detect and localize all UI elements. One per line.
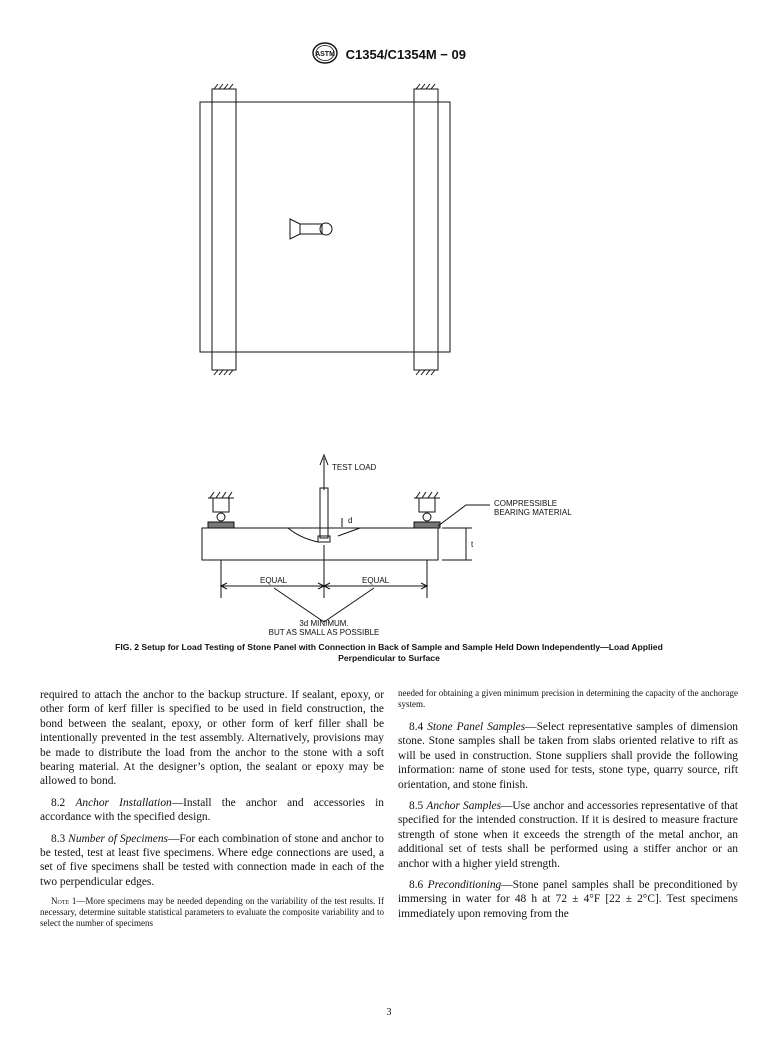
figure-caption-line-2: Perpendicular to Surface <box>338 653 440 663</box>
section-8-2-title: Anchor Installation <box>75 796 172 809</box>
stone-panel-plan <box>200 102 450 352</box>
label-as-small-as-possible: BUT AS SMALL AS POSSIBLE <box>268 628 380 637</box>
hatch-right-top <box>414 84 438 89</box>
kerf-curve <box>288 528 318 542</box>
section-8-2 <box>40 796 384 825</box>
top-view-diagram <box>200 84 450 375</box>
label-equal-right: EQUAL <box>362 576 390 585</box>
section-8-2-number: 8.2 <box>51 796 66 809</box>
label-compressible-2: BEARING MATERIAL <box>494 508 572 517</box>
note-1-text: —More specimens may be needed depending on the variability of the test results. If necessary, determine suitable statistical parameters to evaluate the composite variability and to select the number of specimens <box>40 896 384 929</box>
right-support-bar <box>414 89 438 370</box>
label-d: d <box>348 516 353 525</box>
compressible-leader <box>438 505 490 526</box>
section-8-6-title: Preconditioning <box>427 879 502 892</box>
label-t: t <box>471 540 474 549</box>
section-8-3-number: 8.3 <box>51 832 66 845</box>
min-leader-left <box>274 588 324 622</box>
note-1 <box>40 896 384 929</box>
section-8-6 <box>398 878 738 921</box>
section-8-5-title: Anchor Samples <box>426 800 501 813</box>
section-8-6-number: 8.6 <box>409 879 424 892</box>
left-support-bar <box>212 89 236 370</box>
section-8-5-number: 8.5 <box>409 800 424 813</box>
figure-caption <box>40 642 738 664</box>
page-number: 3 <box>386 1007 392 1018</box>
paragraph-continued: required to attach the anchor to the backup structure. If sealant, epoxy, or other form of kerf filler is specified to be used in field construction, the bond between the sealant, epoxy, or other form of kerf filler shall be intentionally prevented in the test assembly. Alternatively, provisions may be made to distribute the load from the anchor to the stone with a soft bearing material. At the designer’s option, the sealant or epoxy may be allowed to bond. <box>40 689 384 788</box>
standard-code: C1354/C1354M − 09 <box>345 47 466 62</box>
section-8-4-number: 8.4 <box>409 721 424 733</box>
label-compressible-1: COMPRESSIBLE <box>494 499 558 508</box>
hatch-left-top <box>212 84 236 89</box>
section-8-3-text: —For each combination of stone and anchor to be tested, test at least five specimens. Where edge connections are used, a set of five specimens shall be tested with connection made in each of the two perpendicular edges. <box>40 832 384 888</box>
d-dimension-line <box>338 528 360 536</box>
left-column <box>40 688 384 929</box>
astm-logo-text: ASTM <box>315 51 335 58</box>
section-8-6-text: —Stone panel samples shall be preconditioned by immersing in water for 48 h at 72 ± 4°F [22 ± 2°C]. Test specimens immediately upon removing from the <box>398 879 738 920</box>
section-8-2-text: —Install the anchor and accessories in accordance with the specified design. <box>40 796 385 824</box>
hatch-left-bottom <box>214 370 233 375</box>
section-8-4 <box>398 720 738 792</box>
note-1-continued: needed for obtaining a given minimum precision in determining the capacity of the anchorage system. <box>398 688 738 709</box>
label-3d-minimum: 3d MINIMUM. <box>299 619 349 628</box>
anchor-rod <box>320 488 328 538</box>
label-test-load: TEST LOAD <box>332 463 377 472</box>
section-8-4-title: Stone Panel Samples <box>427 721 526 733</box>
min-leader-right <box>324 588 374 622</box>
right-column <box>398 688 738 928</box>
section-8-4-text: —Select representative samples of dimension stone. Stone samples shall be taken from slabs oriented relative to rift as will be used in construction. Stone suppliers shall provide the following information: name of stone used for tests, stone type, quarry source, rift orientation, and stone finish. <box>398 721 738 791</box>
hatch-right-bottom <box>416 370 435 375</box>
anchor-plan-icon <box>290 219 332 239</box>
label-equal-left: EQUAL <box>260 576 288 585</box>
section-8-3-title: Number of Specimens <box>68 832 168 845</box>
section-8-5-text: —Use anchor and accessories representative of that specified for the intended construction. If it is desired to measure fracture strength of stone when it exceeds the strength of the metal anchor, an additional set of tests shall be performed using a stiffer anchor or an anchor with a higher yield strength. <box>398 800 738 870</box>
left-hold-down <box>208 492 234 528</box>
section-8-5 <box>398 799 738 871</box>
section-8-3 <box>40 832 384 890</box>
right-hold-down <box>414 492 440 528</box>
figure-caption-line-1: FIG. 2 Setup for Load Testing of Stone Panel with Connection in Back of Sample and Sample Held Down Independently—Load Applied <box>115 642 663 652</box>
section-view-diagram <box>202 455 490 622</box>
note-1-label: Note 1 <box>51 896 77 907</box>
